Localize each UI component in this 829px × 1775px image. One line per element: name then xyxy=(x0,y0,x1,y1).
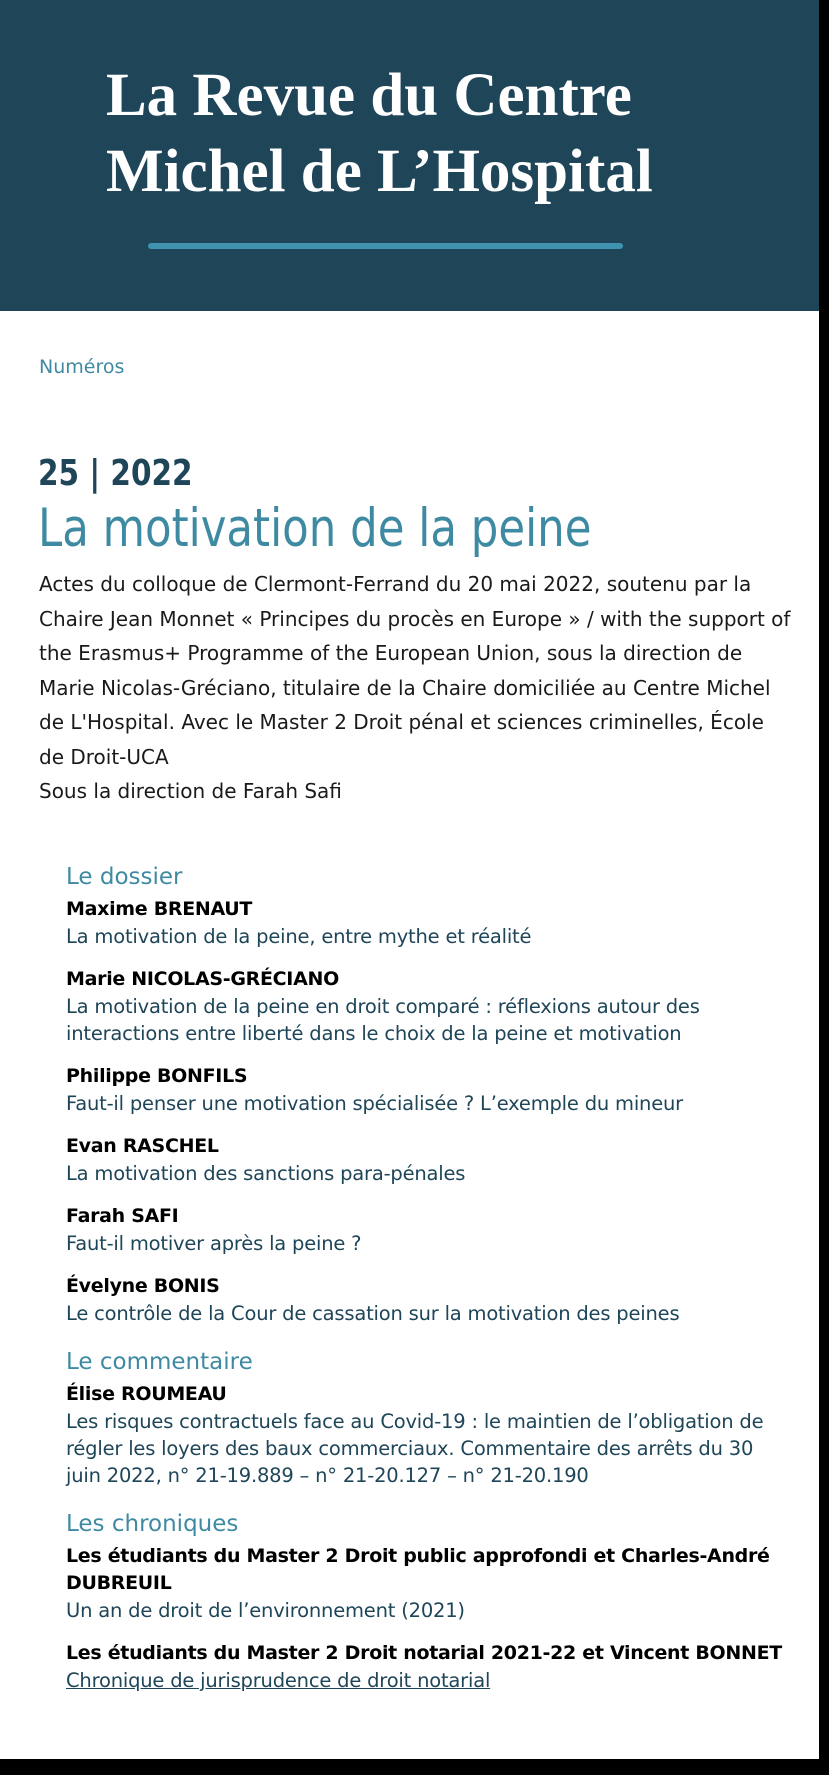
article-title-link[interactable]: La motivation de la peine, entre mythe et réalité xyxy=(66,925,532,948)
toc-entry xyxy=(66,1543,791,1624)
article-title-link[interactable]: Faut-il motiver après la peine ? xyxy=(66,1232,362,1255)
breadcrumb-link-numeros[interactable]: Numéros xyxy=(39,356,125,378)
article-title-link[interactable]: Le contrôle de la Cour de cassation sur la motivation des peines xyxy=(66,1302,680,1325)
entry-author: Farah SAFI xyxy=(66,1205,179,1227)
article-title-link[interactable]: Chronique de jurisprudence de droit notarial xyxy=(66,1669,491,1692)
site-title-line-1[interactable]: La Revue du Centre xyxy=(106,62,632,129)
toc-entry xyxy=(66,966,791,1047)
entry-author: Les étudiants du Master 2 Droit notarial 2021-22 et Vincent BONNET xyxy=(66,1642,782,1664)
entry-author: Maxime BRENAUT xyxy=(66,898,253,920)
site-title[interactable] xyxy=(106,58,653,210)
article-title-link[interactable]: Faut-il penser une motivation spécialisée ? L’exemple du mineur xyxy=(66,1092,683,1115)
article-title-link[interactable]: La motivation de la peine en droit comparé : réflexions autour des interactions entre liberté dans le choix de la peine et motivation xyxy=(66,995,700,1045)
issue-description-text: Actes du colloque de Clermont-Ferrand du 20 mai 2022, soutenu par la Chaire Jean Monnet « Principes du procès en Europe » / with the support of the Erasmus+ Programme of the European Union, sous la direction de Marie Nicolas-Gréciano, titulaire de la Chaire domiciliée au Centre Michel de L'Hospital. Avec le Master 2 Droit pénal et sciences criminelles, École de Droit-UCA xyxy=(39,572,791,769)
entry-author: Élise ROUMEAU xyxy=(66,1383,227,1405)
toc-entry xyxy=(66,1063,791,1117)
toc-section xyxy=(66,1507,791,1694)
entry-author: Les étudiants du Master 2 Droit public approfondi et Charles-André DUBREUIL xyxy=(66,1545,770,1594)
entry-author: Marie NICOLAS-GRÉCIANO xyxy=(66,968,339,990)
toc-section xyxy=(66,860,791,1327)
entry-author: Philippe BONFILS xyxy=(66,1065,248,1087)
article-title-link[interactable]: Un an de droit de l’environnement (2021) xyxy=(66,1599,465,1622)
site-title-line-2[interactable]: Michel de L’Hospital xyxy=(106,138,653,205)
table-of-contents xyxy=(66,860,791,1710)
article-title-link[interactable]: La motivation des sanctions para-pénales xyxy=(66,1162,466,1185)
section-title: Les chroniques xyxy=(66,1511,239,1537)
issue-title: La motivation de la peine xyxy=(38,498,592,559)
title-underline-divider xyxy=(148,243,623,249)
toc-section xyxy=(66,1345,791,1489)
toc-entry xyxy=(66,1203,791,1257)
toc-entry xyxy=(66,1381,791,1489)
issue-direction: Sous la direction de Farah Safi xyxy=(39,779,342,803)
issue-description xyxy=(39,567,791,809)
toc-entry xyxy=(66,896,791,950)
section-title: Le commentaire xyxy=(66,1349,253,1375)
section-title: Le dossier xyxy=(66,864,183,890)
entry-author: Evan RASCHEL xyxy=(66,1135,219,1157)
toc-entry xyxy=(66,1273,791,1327)
toc-entry xyxy=(66,1640,791,1694)
article-title-link[interactable]: Les risques contractuels face au Covid-19 : le maintien de l’obligation de régler les loyers des baux commerciaux. Commentaire des arrêts du 30 juin 2022, n° 21-19.889 – n° 21-20.127 – n° 21-20.190 xyxy=(66,1410,764,1487)
issue-number: 25 | 2022 xyxy=(38,453,193,494)
site-header xyxy=(0,0,819,311)
entry-author: Évelyne BONIS xyxy=(66,1275,220,1297)
toc-entry xyxy=(66,1133,791,1187)
